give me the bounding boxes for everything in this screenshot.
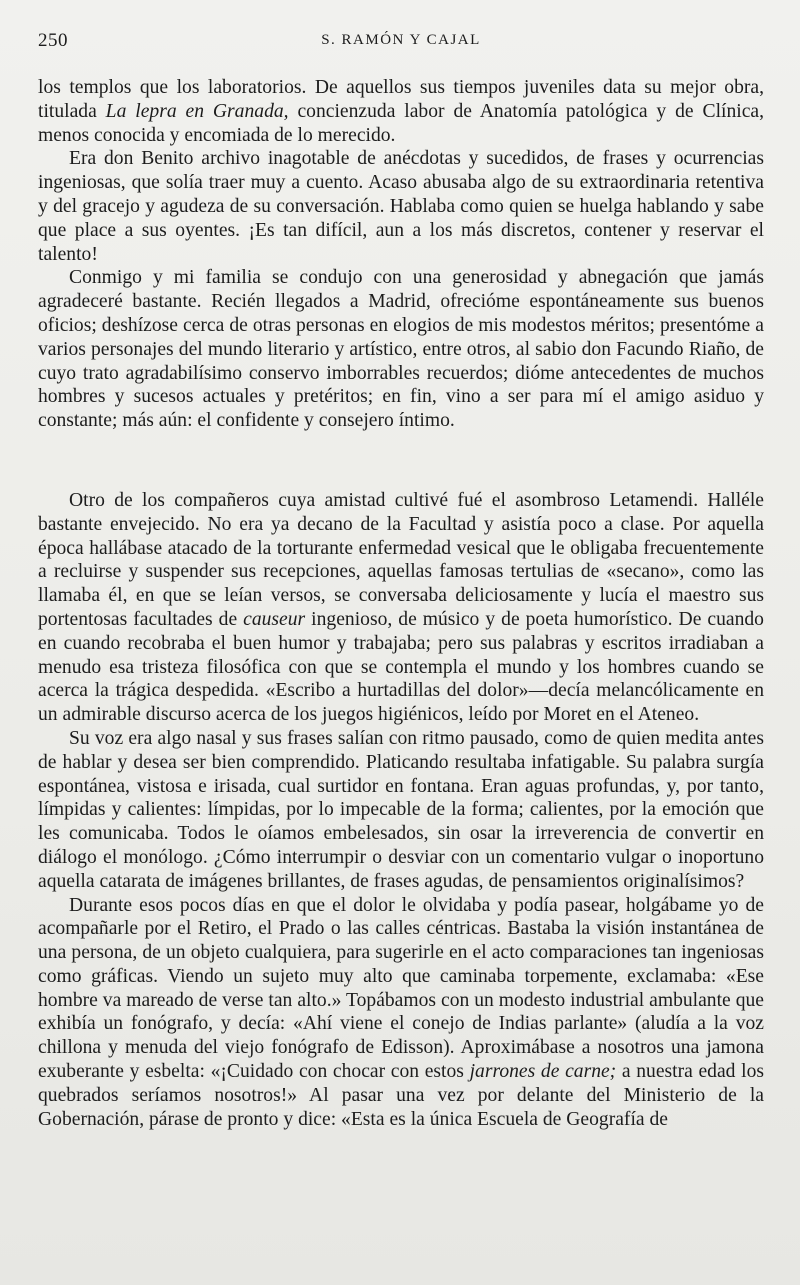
paragraph: Conmigo y mi familia se condujo con una generosidad y abnegación que jamás agradeceré bastante. Recién llegados a Madrid, ofrecióme espontáneamente sus buenos oficios; deshízose cerca de otras personas en elogios de mis modestos méritos; presentóme a varios personajes del mundo literario y artístico, entre otros, al sabio don Facundo Riaño, de cuyo trato agradabilísimo conservo imborrables recuerdos; dióme antecedentes de muchos hombres y sucesos actuales y pretéritos; en fin, vino a ser para mí el amigo asiduo y constante; más aún: el confidente y consejero íntimo. [38,267,764,432]
page-number: 250 [38,30,68,51]
paragraph-text: concienzuda labor de Anatomía patológica y de Clínica, menos conocida y encomiada de lo merecido. [38,100,764,146]
paragraph-text: Otro de los compañeros cuya amistad cultivé fué el asombroso Letamendi. Halléle bastante envejecido. No era ya decano de la Facultad y asistía poco a clase. Por aquella época hallábase atacado de la torturante enfermedad vesical que le obligaba frecuentemente a recluirse y suspender sus recepciones, aquellas famosas tertulias de «secano», como las llamaba él, en que se leían versos, se conversaba deliciosamente y lucía el maestro sus portentosas facultades de [38,489,764,630]
paragraph-text: Durante esos pocos días en que el dolor le olvidaba y podía pasear, holgábame yo de acompañarle por el Retiro, el Prado o las calles céntricas. Bastaba la visión instantánea de una persona, de un objeto cualquiera, para sugerirle en el acto comparaciones tan ingeniosas como gráficas. Viendo un sujeto muy alto que caminaba torpemente, exclamaba: «Ese hombre va mareado de verse tan alto.» Topábamos con un modesto industrial ambulante que exhibía un fonógrafo, y decía: «Ahí viene el conejo de Indias parlante» (aludía a la voz chillona y menuda del viejo fonógrafo de Edisson). Aproximábase a nosotros una jamona exuberante y esbelta: «¡Cuidado con chocar con estos [38,894,764,1083]
paragraph [38,489,764,727]
paragraph [38,894,764,1132]
section-break [38,433,764,489]
paragraph: Era don Benito archivo inagotable de anécdotas y sucedidos, de frases y ocurrencias ingeniosas, que solía traer muy a cuento. Acaso abusaba algo de su extraordinaria retentiva y del gracejo y agudeza de su conversación. Hablaba como quien se huelga hablando y sabe que place a sus oyentes. ¡Es tan difícil, aun a los más discretos, contener y reservar el talento! [38,148,764,265]
italic-phrase: jarrones de carne; [469,1061,617,1083]
book-title: La lepra en Granada, [105,100,289,122]
paragraph-text: ingenioso, de músico y de poeta humorístico. De cuando en cuando recobraba el buen humor y trabajaba; pero sus palabras y escritos irradiaban a menudo esa tristeza filosófica con que se contempla el mundo y los hombres cuando se acerca la trágica despedida. «Escribo a hurtadillas del dolor»—decía melancólicamente en un admirable discurso acerca de los juegos higiénicos, leído por Moret en el Ateneo. [38,608,764,726]
italic-term: causeur [243,608,306,630]
running-head [38,30,764,56]
running-title: S. RAMÓN Y CAJAL [321,32,481,48]
paragraph: Su voz era algo nasal y sus frases salían con ritmo pausado, como de quien medita antes de hablar y desea ser bien comprendido. Platicando resultaba infatigable. Su palabra surgía espontánea, vistosa e irisada, cual surtidor en fontana. Eran aguas profundas, y, por tanto, límpidas y calientes: límpidas, por lo impecable de la forma; calientes, por la emoción que les comunicaba. Todos le oíamos embelesados, sin osar la irreverencia de convertir en diálogo el monólogo. ¿Cómo interrumpir o desviar con un comentario vulgar o inoportuno aquella catarata de imágenes brillantes, de frases agudas, de pensamientos originalísimos? [38,727,764,892]
body-text [38,76,764,1131]
paragraph-text: a nuestra edad los quebrados seríamos nosotros!» Al pasar una vez por delante del Ministerio de la Gobernación, párase de pronto y dice: «Esta es la única Escuela de Geografía de [38,1061,764,1130]
paragraph-text: los templos que los laboratorios. De aquellos sus tiempos juveniles data su mejor obra, titulada [38,77,764,122]
paragraph [38,76,764,147]
